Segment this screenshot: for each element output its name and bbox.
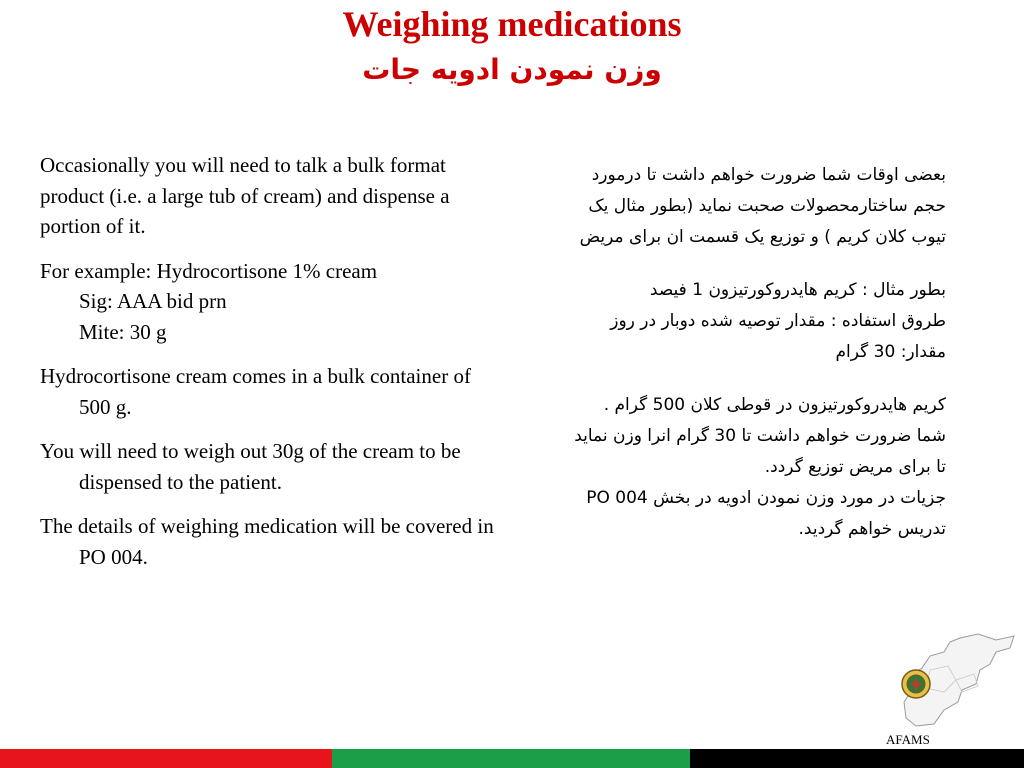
english-example-line: For example: Hydrocortisone 1% cream <box>40 258 378 283</box>
footer-bar-black <box>690 749 1024 768</box>
english-sig-line: Sig: AAA bid prn <box>79 289 227 313</box>
dari-usage-line: طروق استفاده : مقدار توصیه شده دوبار در روز <box>610 311 946 331</box>
footer-label: AFAMS <box>886 732 930 747</box>
dari-example-line: بطور مثال : کریم هایدروکورتیزون 1 فیصد <box>649 280 946 300</box>
english-paragraph-5: The details of weighing medication will be covered in PO 004. <box>40 514 494 569</box>
footer-bar-red <box>0 749 332 768</box>
page-title: Weighing medications <box>342 4 682 44</box>
dari-text-column <box>560 160 946 545</box>
dari-paragraph-1: بعضی اوقات شما ضرورت خواهم داشت تا درمورد حجم ساختارمحصولات صحبت نماید (بطور مثال یک تیوب کلان کریم ) و توزیع یک قسمت ان برای مریض <box>579 165 946 247</box>
dari-details-line: جزیات در مورد وزن نمودن ادویه در بخش PO 004 تدریس خواهم گردید. <box>586 488 946 539</box>
dari-quantity-line: مقدار: 30 گرام <box>835 342 946 362</box>
english-paragraph-3: Hydrocortisone cream comes in a bulk container of 500 g. <box>40 364 471 419</box>
english-text-column <box>40 150 495 572</box>
page-subtitle-dari: وزن نمودن ادویه جات <box>362 53 662 86</box>
english-paragraph-1: Occasionally you will need to talk a bulk format product (i.e. a large tub of cream) and dispense a portion of it. <box>40 153 450 238</box>
english-paragraph-4: You will need to weigh out 30g of the cream to be dispensed to the patient. <box>40 439 461 494</box>
afams-seal-icon <box>900 668 932 700</box>
footer-bar-green <box>332 749 690 768</box>
english-mite-line: Mite: 30 g <box>79 319 167 344</box>
dari-container-line: کریم هایدروکورتیزون در قوطی کلان 500 گرام . <box>603 395 946 415</box>
dari-weigh-line: شما ضرورت خواهم داشت تا 30 گرام انرا وزن نماید تا برای مریض توزیع گردد. <box>574 426 946 477</box>
